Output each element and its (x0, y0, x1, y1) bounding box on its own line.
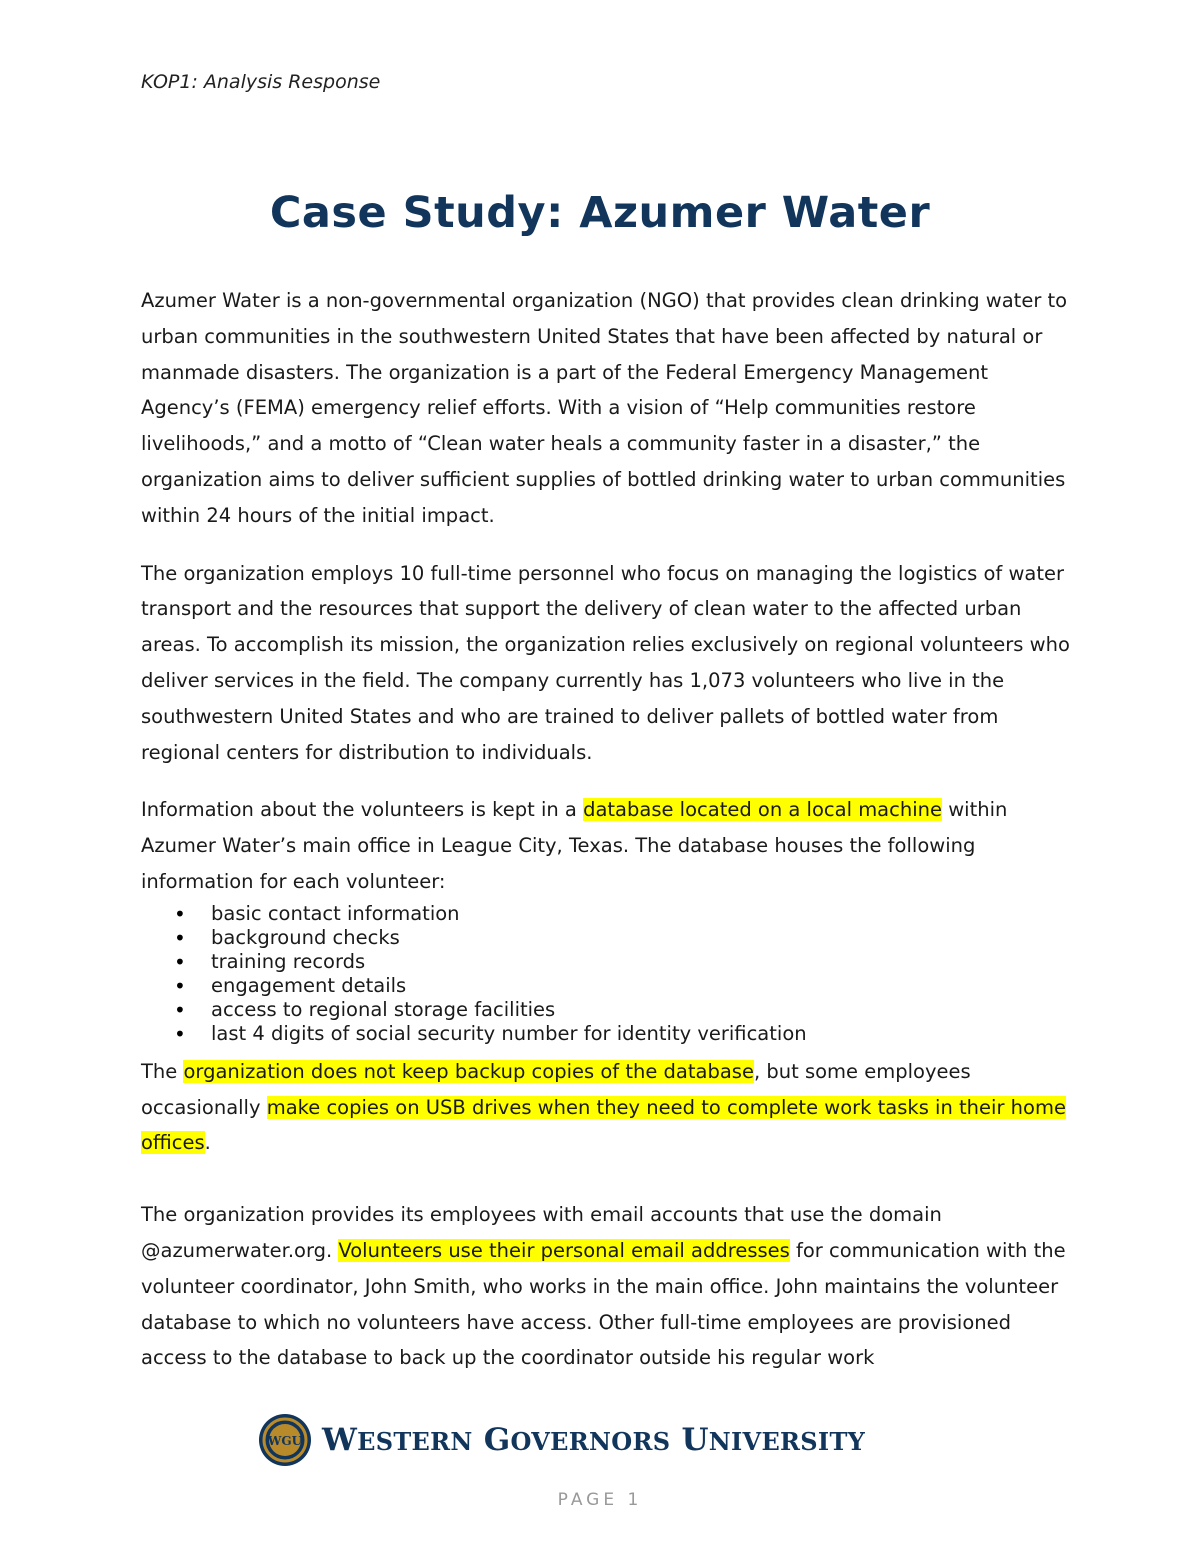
text-run: The (141, 1059, 184, 1083)
text-run: for communication with the volunteer coordinator, John Smith, who works in the main office. John maintains the volunteer database to which no volunteers have access. Other full-time employees are provisioned access to the database to back up the coordinator outside his regular work (141, 1238, 1066, 1370)
text-run: Information about the volunteers is kept in a (141, 798, 584, 822)
document-body (141, 283, 1071, 1398)
volunteer-info-list (141, 902, 1071, 1046)
page-number: PAGE 1 (557, 1490, 643, 1510)
spacer (141, 1183, 1071, 1197)
list-item: • background checks (211, 926, 1071, 950)
highlighted-text: Volunteers use their personal email addresses (338, 1238, 790, 1262)
list-item: • access to regional storage facilities (211, 998, 1071, 1022)
logo-wordmark: WESTERN GOVERNORS UNIVERSITY (322, 1422, 866, 1458)
paragraph-intro: Azumer Water is a non-governmental organization (NGO) that provides clean drinking water to urban communities in the southwestern United States that have been affected by natural or manmade disasters. The organization is a part of the Federal Emergency Management Agency’s (FEMA) emergency relief efforts. With a vision of “Help communities restore livelihoods,” and a motto of “Clean water heals a community faster in a disaster,” the organization aims to deliver sufficient supplies of bottled drinking water to urban communities within 24 hours of the initial impact. (141, 289, 1068, 527)
text-run: The organization provides its employees with email accounts that use the domain @azumerwater.org. (141, 1203, 942, 1262)
highlighted-text: make copies on USB drives when they need to complete work tasks in their home offices (141, 1095, 1066, 1155)
paragraph-email (141, 1197, 1071, 1376)
university-seal-icon (258, 1413, 312, 1467)
paragraph-database (141, 792, 1071, 899)
list-item: • training records (211, 950, 1071, 974)
list-item: • engagement details (211, 974, 1071, 998)
running-header: KOP1: Analysis Response (141, 71, 381, 93)
seal-initials: WGU (267, 1434, 303, 1448)
document-title: Case Study: Azumer Water (269, 188, 931, 238)
paragraph-backups (141, 1054, 1071, 1161)
list-item: • last 4 digits of social security number for identity verification (211, 1022, 1071, 1046)
text-run: , but some employees occasionally (141, 1059, 971, 1119)
text-run: . (204, 1131, 211, 1155)
list-item: • basic contact information (211, 902, 1071, 926)
paragraph-personnel: The organization employs 10 full-time personnel who focus on managing the logistics of water transport and the resources that support the delivery of clean water to the affected urban areas. To accomplish its mission, the organization relies exclusively on regional volunteers who deliver services in the field. The company currently has 1,073 volunteers who live in the southwestern United States and who are trained to deliver pallets of bottled water from regional centers for distribution to individuals. (141, 561, 1070, 764)
highlighted-text: organization does not keep backup copies of the database (183, 1059, 754, 1083)
highlighted-text: database located on a local machine (583, 798, 942, 822)
wgu-logo (258, 1412, 865, 1468)
text-run: within Azumer Water’s main office in League City, Texas. The database houses the following information for each volunteer: (141, 798, 1008, 893)
